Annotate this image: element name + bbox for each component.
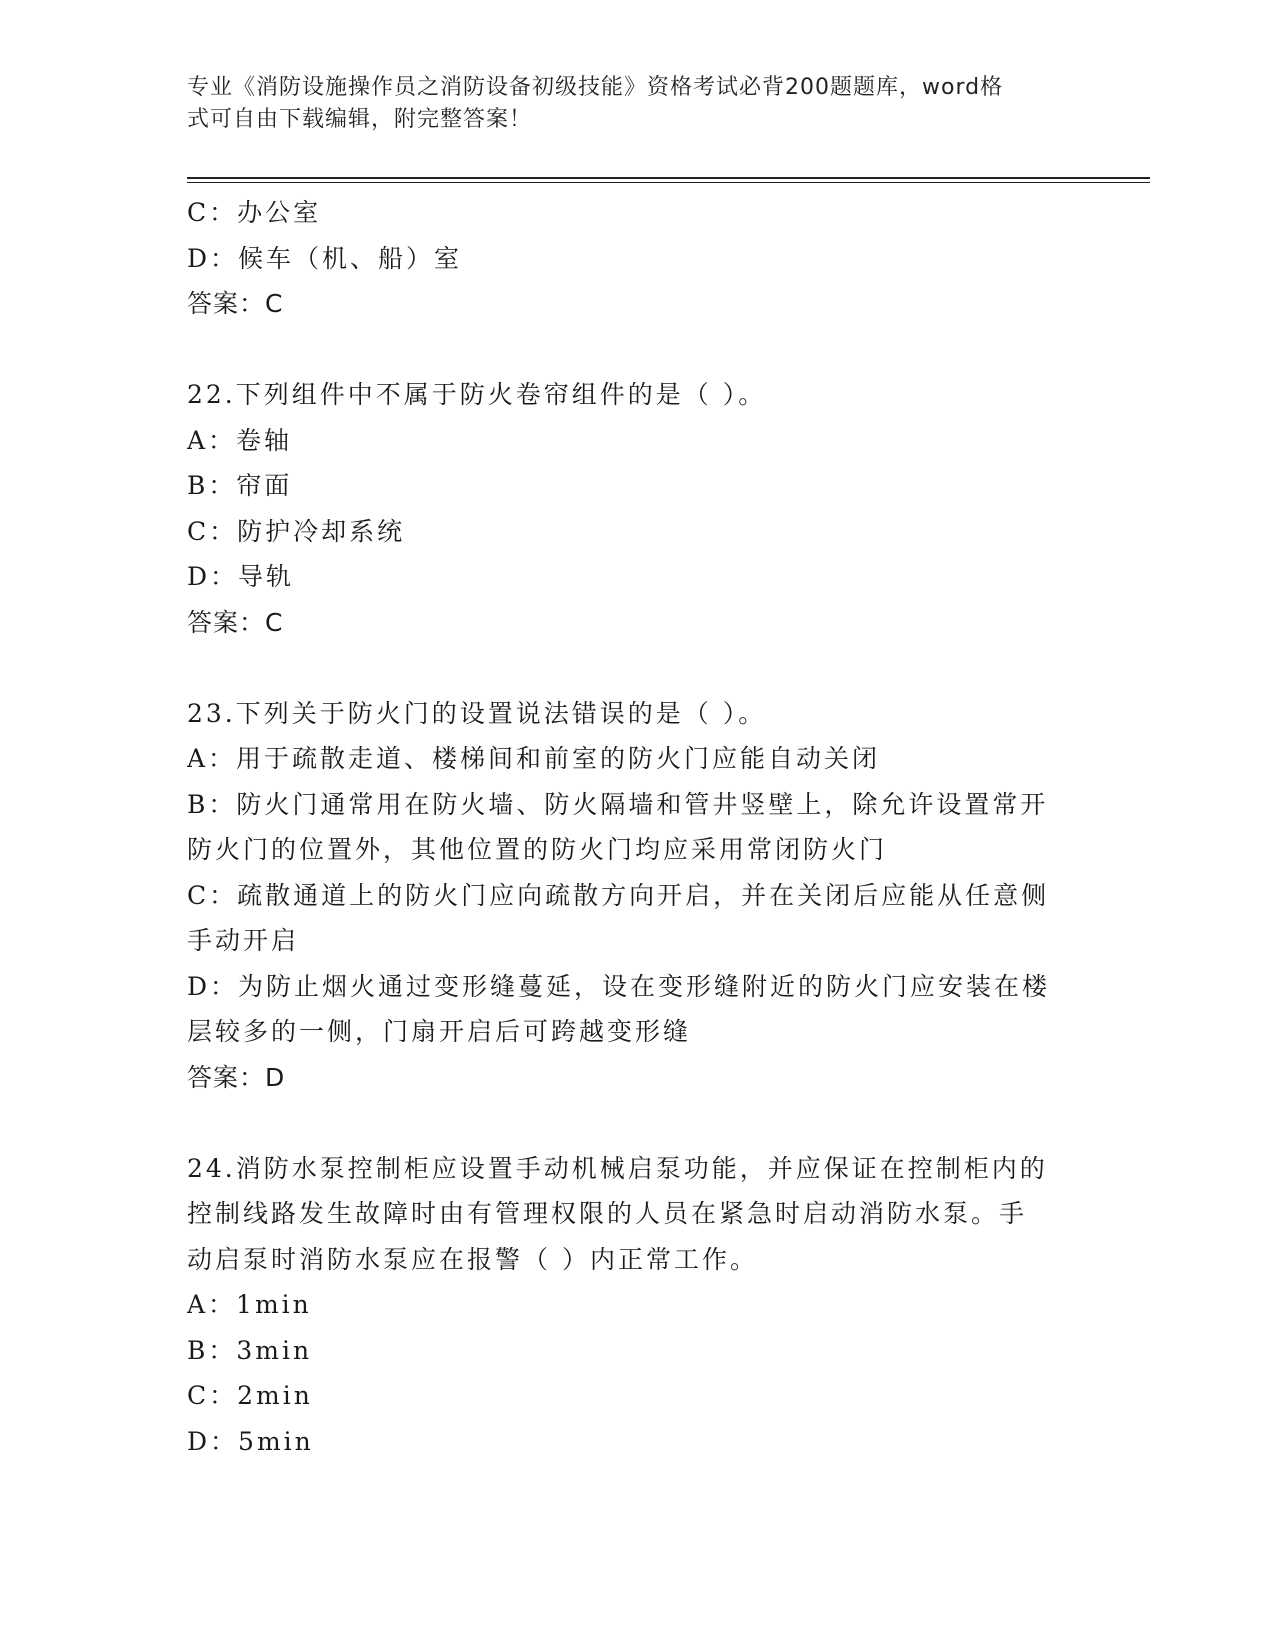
answer: 答案：C — [187, 289, 284, 318]
document-header — [187, 72, 1067, 136]
option-b-line-2: 防火门的位置外，其他位置的防火门均应采用常闭防火门 — [187, 835, 888, 864]
header-line-1: 专业《消防设施操作员之消防设备初级技能》资格考试必背200题题库，word格 — [187, 75, 1004, 100]
option-c: C：办公室 — [187, 198, 322, 227]
option-b: B：帘面 — [187, 471, 293, 500]
question-22 — [187, 372, 1087, 645]
header-divider-thick — [187, 177, 1150, 179]
option-d-line-1: D：为防止烟火通过变形缝蔓延，设在变形缝附近的防火门应安装在楼 — [187, 971, 1051, 1001]
option-d: D：5min — [187, 1426, 314, 1456]
question-21-tail — [187, 190, 1087, 327]
option-c: C：防护冷却系统 — [187, 516, 406, 546]
question-spacer — [187, 1100, 1087, 1146]
answer: 答案：D — [187, 1062, 286, 1092]
option-c: C：2min — [187, 1381, 313, 1410]
question-content — [187, 190, 1087, 1464]
question-stem: 23.下列关于防火门的设置说法错误的是（ ）。 — [187, 698, 767, 728]
question-spacer — [187, 327, 1087, 373]
question-23 — [187, 691, 1087, 1101]
option-a: A：用于疏散走道、楼梯间和前室的防火门应能自动关闭 — [187, 744, 881, 773]
header-line-2: 式可自由下载编辑，附完整答案！ — [187, 107, 533, 132]
question-stem: 22.下列组件中不属于防火卷帘组件的是（ ）。 — [187, 380, 767, 409]
header-divider-thin — [187, 182, 1150, 183]
question-spacer — [187, 645, 1087, 691]
option-b-line-1: B：防火门通常用在防火墙、防火隔墙和管井竖壁上，除允许设置常开 — [187, 789, 1049, 819]
answer: 答案：C — [187, 607, 284, 637]
option-a: A：1min — [187, 1290, 312, 1319]
question-stem-line-1: 24.消防水泵控制柜应设置手动机械启泵功能，并应保证在控制柜内的 — [187, 1153, 1048, 1183]
option-b: B：3min — [187, 1335, 313, 1365]
option-c-line-1: C：疏散通道上的防火门应向疏散方向开启，并在关闭后应能从任意侧 — [187, 880, 1050, 910]
question-24 — [187, 1146, 1087, 1465]
option-d-line-2: 层较多的一侧，门扇开启后可跨越变形缝 — [187, 1017, 692, 1046]
option-d: D：候车（机、船）室 — [187, 243, 463, 273]
option-a: A：卷轴 — [187, 425, 293, 455]
option-d: D：导轨 — [187, 562, 295, 591]
option-c-line-2: 手动开启 — [187, 926, 300, 955]
question-stem-line-3: 动启泵时消防水泵应在报警（ ）内正常工作。 — [187, 1244, 758, 1274]
question-stem-line-2: 控制线路发生故障时由有管理权限的人员在紧急时启动消防水泵。手 — [187, 1199, 1028, 1228]
